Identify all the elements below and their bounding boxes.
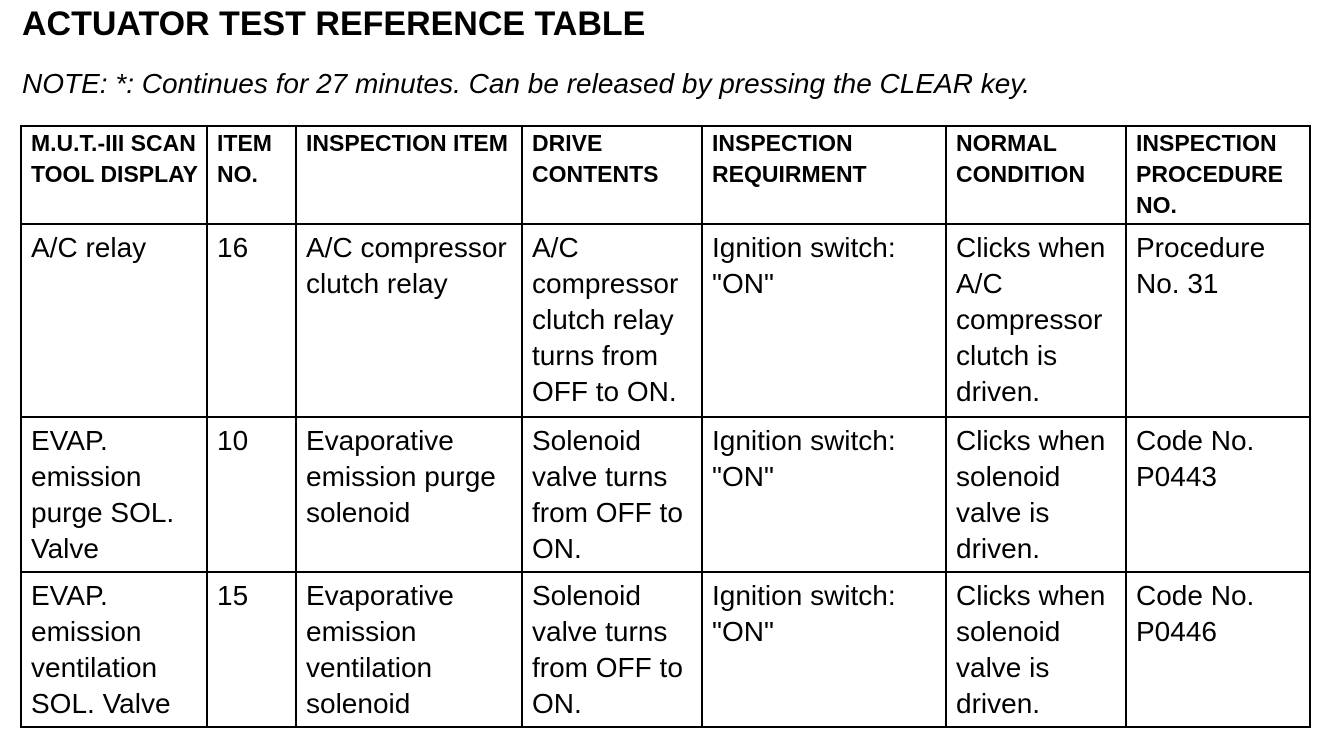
cell-inspection-requirement: Ignition switch: "ON" [702, 417, 946, 572]
header-normal-condition: NORMAL CONDITION [946, 126, 1126, 224]
cell-item-no: 15 [207, 572, 296, 727]
header-item-no: ITEM NO. [207, 126, 296, 224]
cell-inspection-procedure-no: Code No. P0446 [1126, 572, 1310, 727]
cell-inspection-procedure-no: Procedure No. 31 [1126, 224, 1310, 417]
cell-drive-contents: Solenoid valve turns from OFF to ON. [522, 417, 702, 572]
cell-scan-tool-display: EVAP. emission ventilation SOL. Valve [21, 572, 207, 727]
header-drive-contents: DRIVE CONTENTS [522, 126, 702, 224]
cell-inspection-item: A/C compressor clutch relay [296, 224, 522, 417]
header-inspection-procedure-no: INSPECTION PROCEDURE NO. [1126, 126, 1310, 224]
cell-scan-tool-display: EVAP. emission purge SOL. Valve [21, 417, 207, 572]
actuator-test-table [20, 125, 1311, 728]
page-title: ACTUATOR TEST REFERENCE TABLE [22, 5, 646, 43]
cell-normal-condition: Clicks when solenoid valve is driven. [946, 417, 1126, 572]
cell-drive-contents: A/C compressor clutch relay turns from OFF to ON. [522, 224, 702, 417]
cell-scan-tool-display: A/C relay [21, 224, 207, 417]
cell-drive-contents: Solenoid valve turns from OFF to ON. [522, 572, 702, 727]
cell-inspection-item: Evaporative emission ventilation solenoid [296, 572, 522, 727]
cell-normal-condition: Clicks when A/C compressor clutch is driven. [946, 224, 1126, 417]
header-scan-tool-display: M.U.T.-III SCAN TOOL DISPLAY [21, 126, 207, 224]
table-header-row [21, 126, 1310, 224]
cell-normal-condition: Clicks when solenoid valve is driven. [946, 572, 1126, 727]
table-row [21, 572, 1310, 727]
cell-inspection-procedure-no: Code No. P0443 [1126, 417, 1310, 572]
header-inspection-requirement: INSPECTION REQUIRMENT [702, 126, 946, 224]
table-row [21, 417, 1310, 572]
header-inspection-item: INSPECTION ITEM [296, 126, 522, 224]
cell-item-no: 10 [207, 417, 296, 572]
cell-inspection-requirement: Ignition switch: "ON" [702, 572, 946, 727]
cell-inspection-requirement: Ignition switch: "ON" [702, 224, 946, 417]
note-text: NOTE: *: Continues for 27 minutes. Can be released by pressing the CLEAR key. [22, 68, 1030, 99]
table-row [21, 224, 1310, 417]
cell-item-no: 16 [207, 224, 296, 417]
cell-inspection-item: Evaporative emission purge solenoid [296, 417, 522, 572]
